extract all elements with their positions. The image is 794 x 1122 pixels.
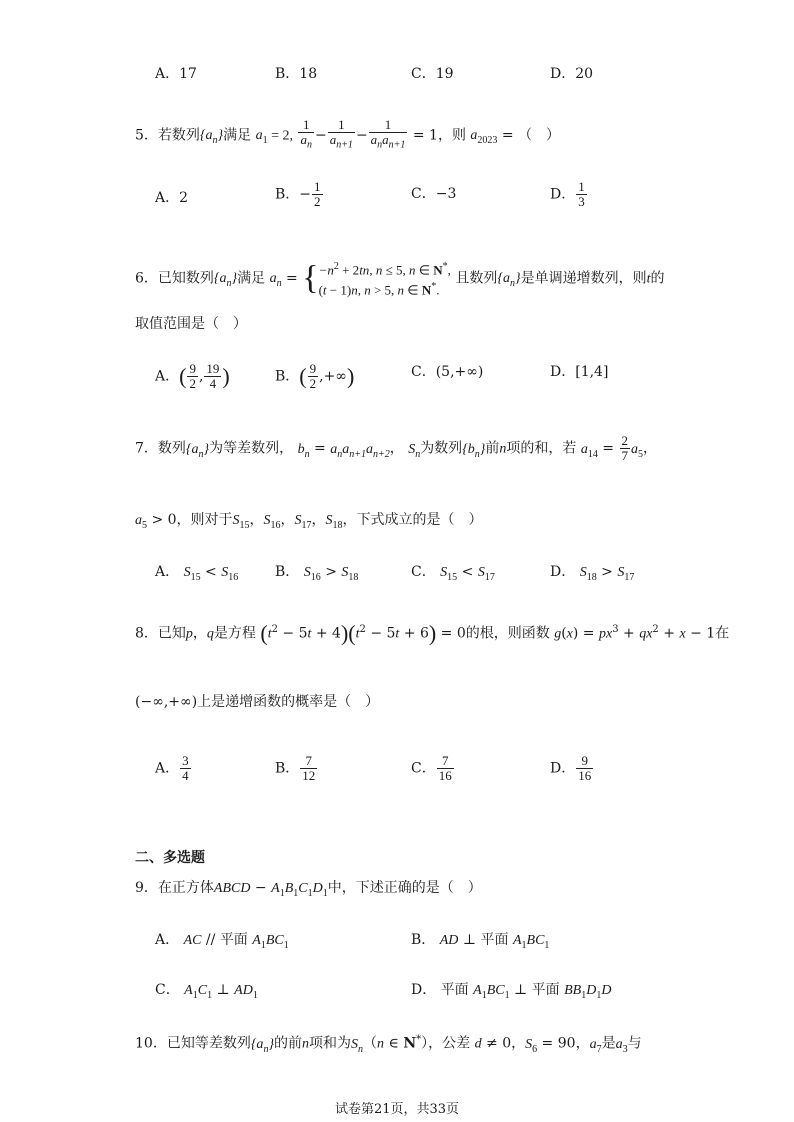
q4-option-b: B．18 xyxy=(275,66,318,82)
question-5: 5．若数列$\{a_n\}$满足 $a_1 = 2$, $\frac{1}{a_n}$ − $\frac{1}{a_{n+1}}$ − $\frac{1}{a_na_{n+1}}$ = 1，则 $a_{2023}$ = （ ） xyxy=(135,117,561,151)
q5-option-b: B．− $\frac{1}{2}$ xyxy=(275,179,321,209)
q9-option-d: D． 平面 $A_1BC_1$ ⊥ 平面 $BB_1D_1D$ xyxy=(411,982,612,1001)
question-9: 9．在正方体ABCD − $A_1B_1C_1D_1$中，下述正确的是（ ） xyxy=(135,880,482,899)
q8-option-b: B． $\frac{7}{12}$ xyxy=(275,753,316,783)
q6-option-a: A．( $\frac{9}{2}$ , $\frac{19}{4}$ ) xyxy=(155,361,230,391)
q6-option-b: B．( $\frac{9}{2}$ ,+∞) xyxy=(275,361,355,391)
q9-option-c: C． $A_1C_1$ ⊥ $AD_1$ xyxy=(155,982,258,1001)
q8-option-d: D． $\frac{9}{16}$ xyxy=(550,753,592,783)
page-footer: 试卷第21页，共33页 xyxy=(334,1102,460,1117)
q5-option-a: A．2 xyxy=(155,190,189,206)
q8-option-a: A． $\frac{3}{4}$ xyxy=(155,753,189,783)
q9-option-b: B． AD ⊥ 平面 $A_1BC_1$ xyxy=(411,932,550,951)
section-title: 二、多选题 xyxy=(135,850,205,866)
question-6: 6．已知数列$\{a_n\}$满足 $a_n = \{-n^2 + 2tn$, n ≤ 5, n ∈ N*, (t − 1)n, n > 5, n ∈ N*. 且数列$\{a_n\}$是单调递增数列，则t的 xyxy=(135,259,665,298)
question-7: 7．数列$\{a_n\}$为等差数列， $b_n = a_na_{n+1}a_{n+2}$， $S_n$为数列$\{b_n\}$前n项的和，若 $a_{14}$ = $\frac{2}{7}$ $a_5$， xyxy=(135,433,657,463)
q4-option-d: D．20 xyxy=(550,66,594,82)
q7-option-a: A． $S_{15} < S_{16}$ xyxy=(155,564,239,583)
question-7-line2: $a_5 > 0$，则对于$S_{15}$，$S_{16}$，$S_{17}$，$S_{18}$，下式成立的是（ ） xyxy=(135,512,483,531)
question-8-line2: (−∞,+∞)上是递增函数的概率是（ ） xyxy=(135,694,380,710)
q4-option-a: A．17 xyxy=(155,66,197,82)
q5-option-c: C．−3 xyxy=(411,186,457,202)
question-8: 8．已知p，q是方程 $(t^2 - 5t + 4)(t^2 - 5t + 6) = 0$的根，则函数 $g(x) = px^3 + qx^2 + x - 1$在 xyxy=(135,620,730,646)
q6-option-d: D．[1,4] xyxy=(550,364,609,380)
q8-option-c: C． $\frac{7}{16}$ xyxy=(411,753,452,783)
q4-option-c: C．19 xyxy=(411,66,454,82)
q7-option-b: B． $S_{16} > S_{18}$ xyxy=(275,564,359,583)
q5-option-d: D． $\frac{1}{3}$ xyxy=(550,179,585,209)
q7-option-c: C． $S_{15} < S_{17}$ xyxy=(411,564,495,583)
q9-option-a: A． AC // 平面 $A_1BC_1$ xyxy=(155,932,289,951)
question-6-line2: 取值范围是（ ） xyxy=(135,316,247,332)
q6-option-c: C．(5,+∞) xyxy=(411,364,484,380)
q7-option-d: D． $S_{18} > S_{17}$ xyxy=(550,564,635,583)
question-10: 10．已知等差数列$\{a_n\}$的前n项和为$S_n(n$ ∈ N*），公差 d ≠ 0，$S_6 = 90$，$a_7$是$a_3$与 xyxy=(135,1034,642,1055)
